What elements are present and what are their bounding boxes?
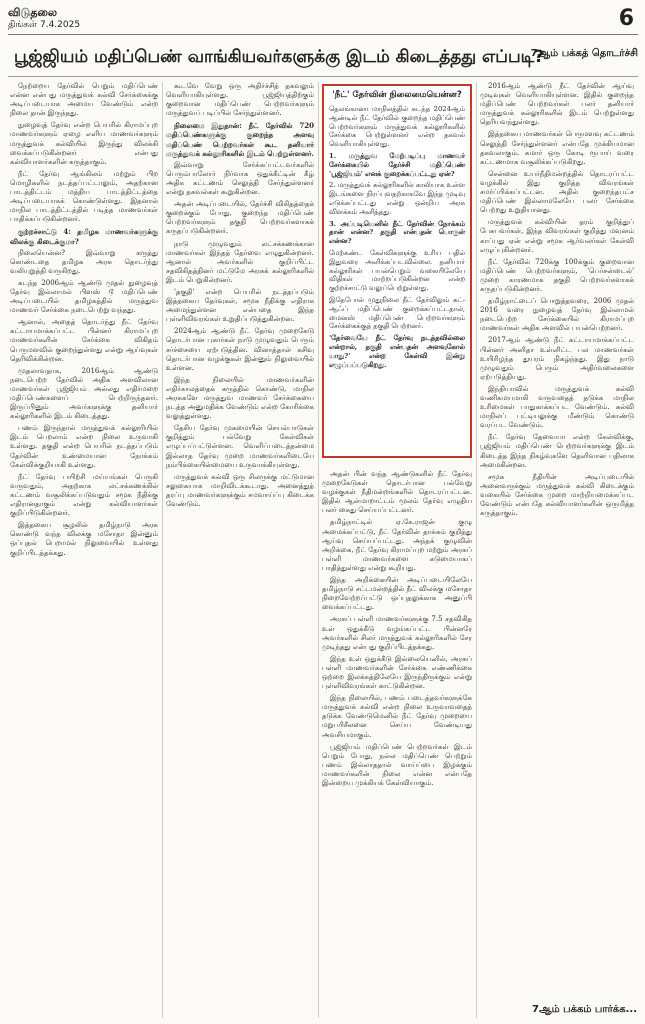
- paragraph: இந்த நிலையில், பணம் படைத்தவர்களுக்கே மருத்துவக் கல்வி என்ற நிலை உருவாவதைத் தடுக்க வேண்டுமெனில் நீட் தேர்வு முறையை மறுபரிசீலனை செய்ய வேண்டியது அவசியமாகும்.: [322, 694, 472, 739]
- headline-divider: [8, 76, 638, 77]
- paragraph: 2016ஆம் ஆண்டு நீட் தேர்வின் ஆய்வு முடிவுகள் வெளியாகியுள்ளன. இதில் குறைந்த மதிப்பெண் பெற்றவர்கள் பலர் தனியார் மருத்துவக் கல்லூரிகளில் இடம் பெற்றுள்ளது தெரியவந்துள்ளது.: [480, 82, 634, 127]
- column-divider: [162, 82, 163, 1018]
- paragraph: நேற்றைய தேர்வில் பெறும் மதிப்பெண் என்ன என்பது மருத்துவக் கல்வி சேர்க்கைக்கு அடிப்படையாக அமைய வேண்டும் என்ற நிலை தான் இருந்தது.: [10, 82, 158, 118]
- paragraph: நிலையென்ன? இவ்வாறு கருத்து கொண்டதை தமிழக அரசு தொடர்ந்து வலியுறுத்தி வருகிறது.: [10, 248, 158, 275]
- paragraph: மேற்கண்ட கேள்விகளுக்கு உரிய பதில் இதுவரை அளிக்கப்படவில்லை. தனியார் கல்லூரிகள் பயன்பெறும் வகையிலேயே விதிகள் மாற்றப்படுகின்றன என்ற குற்றச்சாட்டு வலுப்பெற்றுள்ளது.: [329, 248, 465, 293]
- subheading: நிலைமை இதுதான்: நீட் தேர்வில் 720 மதிப்பெண்களுக்கு குறைந்த அளவு மதிப்பெண் பெற்றவர்கள் கூட தனியார் மருத்துவக் கல்லூரிகளில் இடம் பெற்றுள்ளனர்.: [166, 121, 314, 158]
- paragraph: நீட் தேர்வில் 720க்கு 100க்கும் குறைவான மதிப்பெண் பெற்றவர்களும், 'பெர்சன்டைல்' முறை காரணமாக தகுதி பெற்றவர்களாகக் கருதப்படுகின்றனர்.: [480, 257, 634, 293]
- paragraph: நீட் தேர்வு தேவையா என்ற கேள்விக்கு, பூஜ்ஜியம் மதிப்பெண் பெற்றவர்களுக்கு இடம் கிடைத்த இந்த நிகழ்வுகளே தெளிவான பதிலாக அமைகின்றன.: [480, 433, 634, 469]
- paragraph: அரசுப் பள்ளி மாணவர்களுக்கு 7.5 சதவிகித உள் ஒதுக்கீடு வழங்கப்பட்ட பின்னரே அவர்களில் சிலர் மருத்துவக் கல்லூரிகளில் சேர முடிந்தது என்பது குறிப்பிடத்தக்கது.: [322, 615, 472, 651]
- paragraph: சென்னை உயர்நீதிமன்றத்தில் தொடரப்பட்ட வழக்கில் இது குறித்த விவரங்கள் சமர்ப்பிக்கப்பட்டன. அதில் குறைந்தபட்ச மதிப்பெண் இல்லாமலேயே பலர் சேர்க்கை பெற்றது உறுதியானது.: [480, 169, 634, 215]
- continued-note: 7ஆம் பக்கம் பார்க்க...: [532, 1004, 637, 1015]
- paragraph: 'தகுதி' என்ற பெயரில் நடத்தப்படும் இத்தகைய தேர்வுகள், சமூக நீதிக்கு எதிராக அமைந்துள்ளன என்பதை இந்த புள்ளிவிவரங்கள் உறுதிப்படுத்துகின்றன.: [166, 287, 314, 324]
- paragraph: மருத்துவக் கல்வி ஒரு சிலருக்கு மட்டுமான சலுகையாக மாறிவிடக்கூடாது. அனைத்துத் தரப்பு மாணவர்களுக்கும் சமவாய்ப்பு கிடைக்க வேண்டும்.: [166, 472, 314, 509]
- article-byline: 7ஆம் பக்கத் தொடர்ச்சி: [530, 48, 638, 59]
- page-number: 6: [618, 6, 634, 31]
- paragraph: இதேபோல் முதுநிலை நீட் தேர்விலும் கட்-ஆஃப் மதிப்பெண் குறைக்கப்பட்டதால், மைனஸ் மதிப்பெண் பெற்றவர்களும் சேர்க்கைக்குத் தகுதி பெற்றனர்.: [329, 295, 465, 331]
- paragraph: தமிழ்நாட்டைப் பொறுத்தவரை, 2006 முதல் 2016 வரை நுழைவுத் தேர்வு இல்லாமல் நடைபெற்ற சேர்க்கையில் கிராமப்புற மாணவர்கள் அதிக அளவில் பயன்பெற்றனர்.: [480, 297, 634, 333]
- paragraph: அதன் பின் வந்த ஆண்டுகளில் நீட் தேர்வு முறைகேடுகள் தொடர்பான பல்வேறு வழக்குகள் நீதிமன்றங்களில் தொடரப்பட்டன. இதில் ஆள்மாறாட்டம் மூலம் தேர்வு எழுதிய பலர் கைது செய்யப்பட்டனர்.: [322, 470, 472, 515]
- question-item: 3. அப்படியெனில் நீட் தேர்வின் நோக்கம் தான் என்ன? தகுதி என்பதன் பொருள் என்ன?: [329, 219, 465, 246]
- paragraph: கடந்த 2006ஆம் ஆண்டு முதல் நுழைவுத் தேர்வு இல்லாமல் பிளஸ் டூ மதிப்பெண் அடிப்படையில் தமிழகத்தில் மருத்துவ மாணவர் சேர்க்கை நடைபெற்று வந்தது.: [10, 278, 158, 315]
- sidebar-box: [322, 84, 472, 458]
- sidebar-box-body: [329, 105, 465, 369]
- paper-name: விடுதலை: [8, 6, 58, 19]
- question-item: 1. மருத்துவ மேற்படிப்பு மாணவர் சேர்க்கையில் தேர்ச்சி மதிப்பெண் 'பூஜ்ஜியம்' எனக் குறைக்கப்பட்டது ஏன்?: [329, 151, 465, 178]
- masthead: [8, 4, 638, 35]
- article-column-2: [166, 82, 314, 1018]
- paragraph: நாடு முழுவதும் லட்சக்கணக்கான மாணவர்கள் இந்தத் தேர்வை எழுதுகின்றனர். ஆனால் அவர்களில் குறிப்பிட்ட சதவிகிதத்தினர் மட்டுமே அரசுக் கல்லூரிகளில் இடம் பெறுகின்றனர்.: [166, 239, 314, 284]
- issue-date: திங்கள் 7.4.2025: [8, 20, 81, 30]
- paragraph: தேசிய தேர்வு முகமையின் செயல்பாடுகள் குறித்தும் பல்வேறு கேள்விகள் எழுப்பப்பட்டுள்ளன. வெளிப்படைத்தன்மை இல்லாத தேர்வு முறை மாணவர்களிடையே நம்பிக்கையின்மையை உருவாக்கியுள்ளது.: [166, 424, 314, 469]
- paragraph: தமிழ்நாட்டில் ஏ.கே.ராஜன் குழு அமைக்கப்பட்டு, நீட் தேர்வின் தாக்கம் குறித்து ஆய்வு செய்யப்பட்டது. அந்தக் குழுவின் அறிக்கை, நீட் தேர்வு கிராமப்புற மற்றும் அரசுப் பள்ளி மாணவர்களை கடுமையாகப் பாதித்துள்ளது என்று கூறியது.: [322, 518, 472, 572]
- paragraph: பணம் இருந்தால் மருத்துவக் கல்லூரியில் இடம் பெறலாம் என்ற நிலை உருவாகி உள்ளது. தகுதி என்ற பெயரில் நடத்தப்படும் தேர்வின் உண்மையான நோக்கம் கேள்விக்குறியாகி உள்ளது.: [10, 424, 158, 469]
- article-column-1: [10, 82, 158, 1018]
- paragraph: இவ்வாறு சேர்க்கப்பட்டவர்களில் பெரும்பாலோர் நிர்வாக ஒதுக்கீட்டின் கீழ் அதிக கட்டணம் செலுத்தி சேர்ந்துள்ளனர் என்று தகவல்கள் கூறுகின்றன.: [166, 160, 314, 197]
- paragraph: இந்த உள் ஒதுக்கீடு இல்லையெனில், அரசுப் பள்ளி மாணவர்களின் சேர்க்கை எண்ணிக்கை ஒற்றை இலக்கத்திலேயே இருந்திருக்கும் என்று புள்ளிவிவரங்கள் காட்டுகின்றன.: [322, 654, 472, 691]
- paragraph: தெலங்கானா மாநிலத்தில் கடந்த 2024ஆம் ஆண்டில் நீட் தேர்வில் குறைந்த மதிப்பெண் பெற்றவர்களும் மருத்துவக் கல்லூரிகளில் சேர்க்கை பெற்றுள்ளனர் என்ற தகவல் வெளியாகியுள்ளது.: [329, 105, 465, 149]
- paragraph: இந்த அறிக்கையின் அடிப்படையிலேயே தமிழ்நாடு சட்டமன்றத்தில் நீட் விலக்கு மசோதா நிறைவேற்றப்பட்டு ஒப்புதலுக்காக அனுப்பி வைக்கப்பட்டது.: [322, 576, 472, 612]
- paragraph: நீட் தேர்வு ஆங்கிலம் மற்றும் பிற மொழிகளில் நடத்தப்பட்டாலும், அதற்கான பாடத்திட்டம் மத்திய பாடத்திட்டத்தை அடிப்படையாகக் கொண்டுள்ளது. இதனால் மாநில பாடத்திட்டத்தில் படித்த மாணவர்கள் பாதிக்கப்படுகின்றனர்.: [10, 169, 158, 224]
- column-divider: [318, 82, 319, 1018]
- paragraph: நீட் தேர்வு பயிற்சி மய்யங்கள் பெருகி வருவதும், அதற்காக லட்சக்கணக்கில் கட்டணம் வசூலிக்கப்படுவதும் சமூக நீதிக்கு எதிரானதாகும் என்று கல்வியாளர்கள் குறிப்பிடுகின்றனர்.: [10, 472, 158, 518]
- paragraph: அதன் அடிப்படையில், தேர்ச்சி விகிதத்தைக் குறைக்கும் போது, குறைந்த மதிப்பெண் பெற்றவர்களும் தகுதி பெற்றவர்களாகக் கருதப்படுகின்றனர்.: [166, 200, 314, 236]
- article-column-4: [480, 82, 634, 1002]
- paragraph: இத்தகைய மாணவர்கள் பெருமளவு கட்டணம் செலுத்தி சேர்ந்துள்ளனர் என்பதே முக்கியமான தகவலாகும். சுமார் ஒரு கோடி ரூபாய் வரை கட்டணமாக வசூலிக்கப்படுகிறது.: [480, 130, 634, 166]
- paragraph: 2. மருத்துவக் கல்லூரிகளில் காலியாக உள்ள இடங்களை நிரப்புவதற்காகவே இந்த முடிவு எடுக்கப்பட்டது என்று ஒன்றிய அரசு விளக்கம் அளித்தது.: [329, 181, 465, 216]
- paragraph: இத்தகைய சூழலில் தமிழ்நாடு அரசு கொண்டு வந்த விலக்கு மசோதா இன்னும் ஒப்புதல் பெறாமல் நிலுவையில் உள்ளது குறிப்பிடத்தக்கது.: [10, 521, 158, 557]
- paragraph: இந்த நிலையில் மாணவர்களின் எதிர்காலத்தைக் கருத்தில் கொண்டு, மாநில அரசுகளே மருத்துவ மாணவர் சேர்க்கையை நடத்த அனுமதிக்க வேண்டும் என்ற கோரிக்கை வலுத்துள்ளது.: [166, 375, 314, 421]
- article-headline: பூஜ்ஜியம் மதிப்பெண் வாங்கியவர்களுக்கு இடம் கிடைத்தது எப்படி?: [14, 47, 544, 67]
- paragraph: மருத்துவக் கல்வியின் தரம் குறித்துப் பேசுபவர்கள், இந்த விவரங்கள் குறித்து மவுனம் காப்பது ஏன் என்று சமூக ஆர்வலர்கள் கேள்வி எழுப்புகின்றனர்.: [480, 218, 634, 254]
- paragraph: நுழைவுத் தேர்வு என்ற பெயரில் கிராமப்புற மாணவர்களும் ஏழை எளிய மாணவர்களும் மருத்துவக் கல்வியில் இருந்து விலக்கி வைக்கப்படுகின்றனர் என்பது கல்வியாளர்களின் கருத்தாகும்.: [10, 121, 158, 166]
- column-divider: [476, 82, 477, 1018]
- paragraph: இந்தியாவில் மருத்துவக் கல்வி வணிகமயமாகி வருவதைத் தடுக்க மாநில உரிமைகள் பாதுகாக்கப்பட வேண்டும். கல்வி மாநிலப் பட்டியலுக்கு மீண்டும் கொண்டு வரப்பட வேண்டும்.: [480, 384, 634, 430]
- paragraph: பூஜ்ஜியம் மதிப்பெண் பெற்றவர்கள் இடம் பெறும் போது, நல்ல மதிப்பெண் பெற்றும் பணம் இல்லாததால் வாய்ப்பை இழக்கும் மாணவர்களின் நிலை என்ன என்பதே இன்றைய முக்கியக் கேள்வியாகும்.: [322, 742, 472, 787]
- article-column-3: [322, 470, 472, 1018]
- paragraph: 2017ஆம் ஆண்டு நீட் கட்டாயமாக்கப்பட்ட பின்னர் அனிதா உள்ளிட்ட பல மாணவர்கள் உயிரிழந்த துயரம் நிகழ்ந்தது. இது நாடு முழுவதும் பெரும் அதிர்வலைகளை ஏற்படுத்தியது.: [480, 336, 634, 381]
- subheading: குற்றச்சாட்டு 4: தமிழக மாணவர்களுக்கு விலக்கு கிடைக்குமா?: [10, 227, 158, 246]
- paragraph: 'தேர்வையே நீட் தேர்வு நடத்தவில்லை என்றால், தகுதி என்பதன் அளவுகோல் யாது?' என்ற கேள்வி இன்று எழுப்பப்படுகிறது.: [329, 334, 465, 369]
- paragraph: சமூக நீதியின் அடிப்படையில் அனைவருக்கும் மருத்துவக் கல்வி கிடைக்கும் வகையில் சேர்க்கை முறை மாற்றியமைக்கப்பட வேண்டும் என்பதே கல்வியாளர்களின் ஒருமித்த கருத்தாகும்.: [480, 472, 634, 518]
- sidebar-box-title: 'நீட்' தேர்வின் நிலைமையென்ன?: [332, 90, 462, 100]
- paragraph: 2024ஆம் ஆண்டு நீட் தேர்வு முறைகேடு தொடர்பான புகார்கள் நாடு முழுவதும் பெரும் சர்ச்சையை ஏற்படுத்தின. வினாத்தாள் கசிவு தொடர்பான வழக்குகள் இன்னும் நிலுவையில் உள்ளன.: [166, 327, 314, 372]
- paragraph: முதலாவதாக, 2016ஆம் ஆண்டு நடைபெற்ற தேர்வில் அதிக அளவிலான மாணவர்கள் பூஜ்ஜியம் அல்லது எதிர்மறை மதிப்பெண்களைப் பெற்றிருந்தனர். இருப்பினும் அவர்களுக்கு தனியார் கல்லூரிகளில் இடம் கிடைத்தது.: [10, 366, 158, 421]
- paragraph: கூடவே வேறு ஒரு அதிர்ச்சித் தகவலும் வெளியாகியுள்ளது. பூஜ்ஜியத்திற்கும் குறைவான மதிப்பெண் பெற்றவர்களும் மருத்துவப் படிப்பில் சேர்ந்துள்ளனர்.: [166, 82, 314, 118]
- paragraph: ஆனால், அதைத் தொடர்ந்து நீட் தேர்வு கட்டாயமாக்கப்பட்ட பின்னர் கிராமப்புற மாணவர்களின் சேர்க்கை விகிதம் பெருமளவில் குறைந்துள்ளது என்று ஆய்வுகள் தெரிவிக்கின்றன.: [10, 318, 158, 363]
